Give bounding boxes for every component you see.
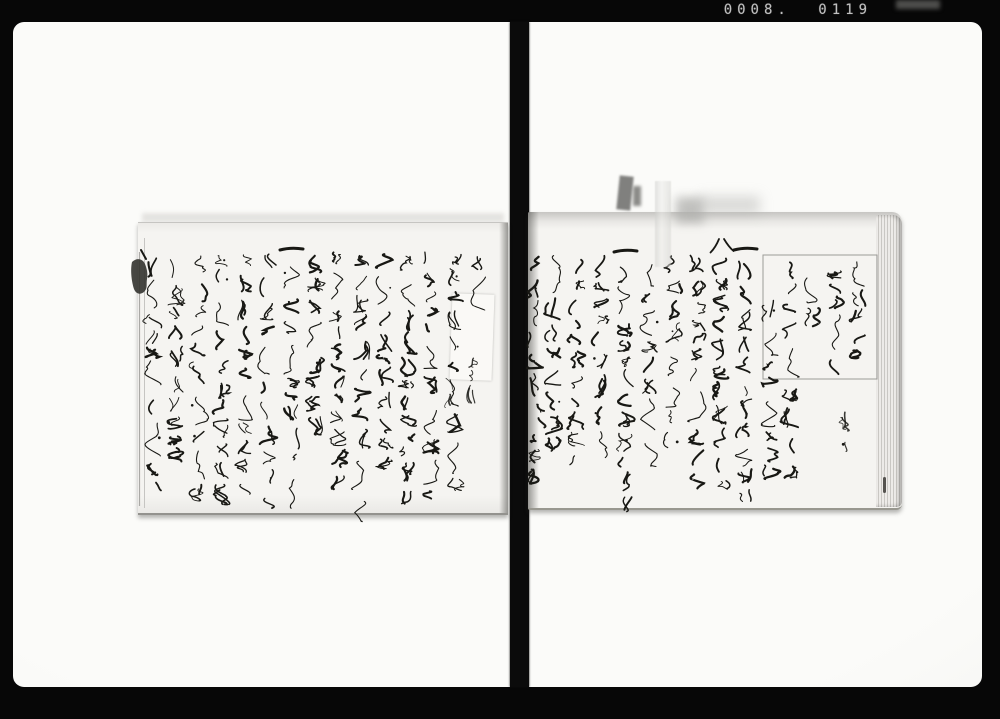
left-page-gutter-shade	[499, 223, 508, 513]
right-page-fore-edge	[876, 215, 902, 507]
manuscript-right-page	[528, 212, 902, 510]
right-page-gutter-shade	[528, 212, 539, 508]
film-frame-counter	[710, 1, 872, 20]
counter-page-number: 0119	[818, 2, 872, 18]
film-edge-smudge	[896, 0, 940, 9]
book-gutter-gap	[510, 22, 529, 687]
tape-artifact-light	[655, 181, 671, 267]
tape-artifact-dark-small	[633, 186, 641, 206]
left-page-top-shadow	[142, 213, 504, 222]
pasted-correction-slip	[450, 293, 495, 380]
shadow-smudge-wide	[700, 196, 760, 214]
counter-frame-number: 0008.	[723, 2, 791, 18]
right-page-top-edge	[528, 212, 902, 229]
